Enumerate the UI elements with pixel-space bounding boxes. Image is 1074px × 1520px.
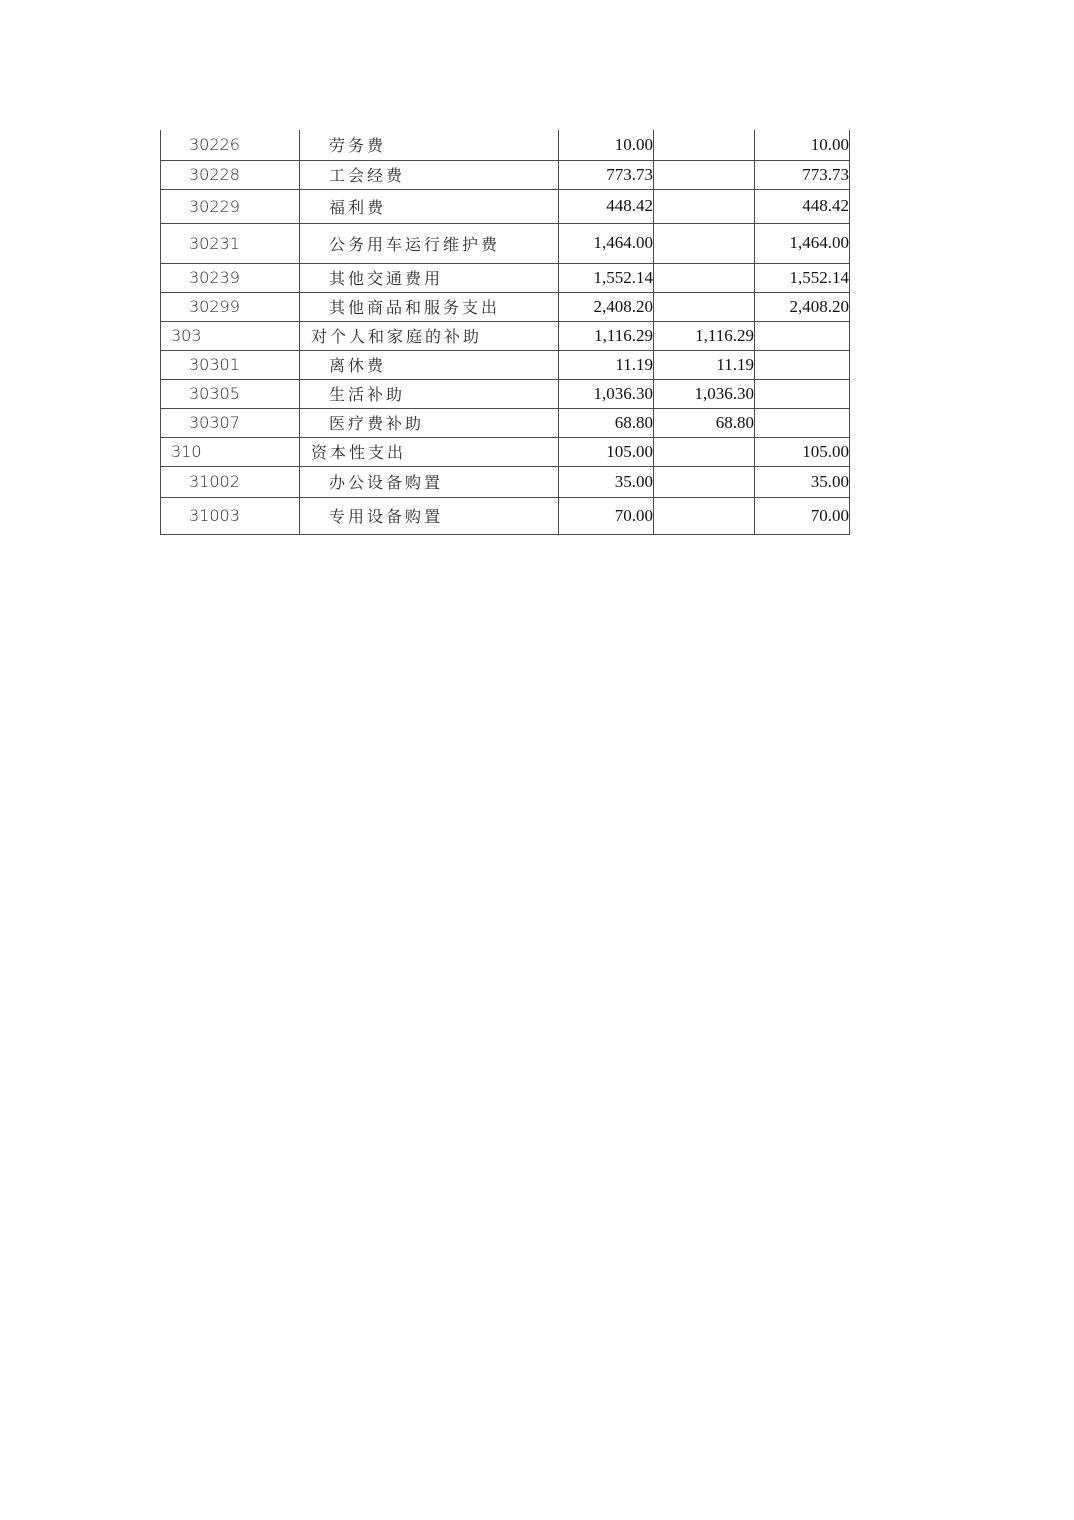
row-total: 448.42	[559, 189, 654, 223]
row-basic	[654, 189, 755, 223]
table-row	[161, 223, 850, 263]
table-row	[161, 497, 850, 534]
row-basic	[654, 223, 755, 263]
row-name: 其他商品和服务支出	[300, 292, 559, 321]
table-row	[161, 437, 850, 466]
row-code: 30307	[161, 408, 300, 437]
row-project: 105.00	[755, 437, 850, 466]
row-basic: 1,036.30	[654, 379, 755, 408]
table-row	[161, 350, 850, 379]
row-project	[755, 408, 850, 437]
table-row	[161, 466, 850, 497]
row-project: 35.00	[755, 466, 850, 497]
row-name: 其他交通费用	[300, 263, 559, 292]
table-row	[161, 189, 850, 223]
table-row	[161, 379, 850, 408]
row-code: 310	[161, 437, 300, 466]
row-basic	[654, 437, 755, 466]
row-basic	[654, 130, 755, 160]
row-code: 303	[161, 321, 300, 350]
row-name: 对个人和家庭的补助	[300, 321, 559, 350]
row-project: 70.00	[755, 497, 850, 534]
row-basic	[654, 160, 755, 189]
row-total: 2,408.20	[559, 292, 654, 321]
row-code: 30228	[161, 160, 300, 189]
row-project: 1,464.00	[755, 223, 850, 263]
row-code: 31003	[161, 497, 300, 534]
row-basic	[654, 497, 755, 534]
row-code: 31002	[161, 466, 300, 497]
row-code: 30299	[161, 292, 300, 321]
table-row	[161, 408, 850, 437]
row-project: 10.00	[755, 130, 850, 160]
table-row	[161, 160, 850, 189]
row-total: 1,116.29	[559, 321, 654, 350]
row-basic: 1,116.29	[654, 321, 755, 350]
row-project: 1,552.14	[755, 263, 850, 292]
row-name: 福利费	[300, 189, 559, 223]
row-name: 工会经费	[300, 160, 559, 189]
row-code: 30305	[161, 379, 300, 408]
row-total: 105.00	[559, 437, 654, 466]
row-project: 2,408.20	[755, 292, 850, 321]
table-body	[161, 130, 850, 534]
row-total: 1,552.14	[559, 263, 654, 292]
row-project: 448.42	[755, 189, 850, 223]
row-code: 30226	[161, 130, 300, 160]
row-total: 1,464.00	[559, 223, 654, 263]
expenditure-table	[160, 130, 850, 535]
row-code: 30239	[161, 263, 300, 292]
row-project	[755, 321, 850, 350]
row-basic	[654, 466, 755, 497]
row-name: 生活补助	[300, 379, 559, 408]
row-total: 11.19	[559, 350, 654, 379]
row-code: 30231	[161, 223, 300, 263]
row-code: 30229	[161, 189, 300, 223]
table-row	[161, 292, 850, 321]
row-name: 办公设备购置	[300, 466, 559, 497]
row-total: 35.00	[559, 466, 654, 497]
row-total: 1,036.30	[559, 379, 654, 408]
table-row	[161, 130, 850, 160]
row-name: 资本性支出	[300, 437, 559, 466]
row-name: 医疗费补助	[300, 408, 559, 437]
row-total: 68.80	[559, 408, 654, 437]
row-name: 劳务费	[300, 130, 559, 160]
row-project: 773.73	[755, 160, 850, 189]
row-basic	[654, 263, 755, 292]
row-total: 10.00	[559, 130, 654, 160]
row-total: 773.73	[559, 160, 654, 189]
row-basic: 11.19	[654, 350, 755, 379]
row-basic	[654, 292, 755, 321]
row-code: 30301	[161, 350, 300, 379]
row-project	[755, 379, 850, 408]
row-name: 专用设备购置	[300, 497, 559, 534]
row-name: 公务用车运行维护费	[300, 223, 559, 263]
table-row	[161, 321, 850, 350]
table-row	[161, 263, 850, 292]
row-project	[755, 350, 850, 379]
row-basic: 68.80	[654, 408, 755, 437]
row-total: 70.00	[559, 497, 654, 534]
row-name: 离休费	[300, 350, 559, 379]
